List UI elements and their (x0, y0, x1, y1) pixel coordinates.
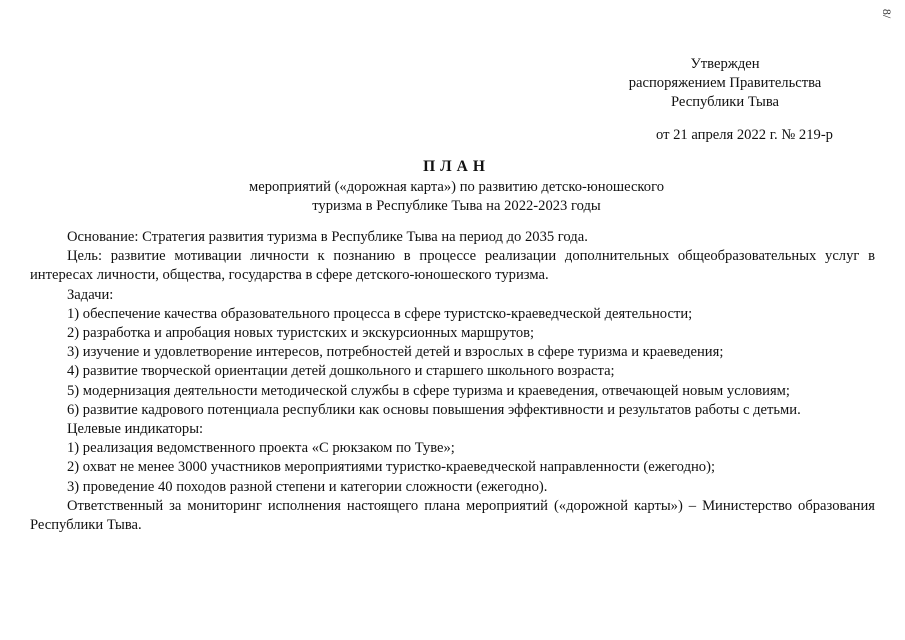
page-number-mark: 8/ (879, 8, 894, 19)
approval-line-1: Утвержден (690, 56, 760, 72)
task-item: 1) обеспечение качества образовательного процесса в сфере туристско-краеведческой деятельности; (67, 305, 693, 322)
responsible-paragraph: Ответственный за мониторинг исполнения настоящего плана мероприятий («дорожной карты») – Министерство образования Республики Тыва. (30, 497, 875, 534)
body-text (30, 228, 875, 535)
indicator-item: 3) проведение 40 походов разной степени и категории сложности (ежегодно). (67, 478, 548, 495)
task-item: 2) разработка и апробация новых туристских и экскурсионных маршрутов; (67, 325, 535, 342)
task-item: 5) модернизация деятельности методической службы в сфере туризма и краеведения, отвечающей новым условиям; (67, 382, 790, 399)
goal-paragraph: Цель: развитие мотивации личности к познанию в процессе реализации дополнительных общеобразовательных услуг в интересах личности, общества, государства в сфере детского-юношеского туризма. (30, 248, 875, 284)
indicator-item: 2) охват не менее 3000 участников мероприятиями туристко-краеведческой направленности (ежегодно); (67, 459, 716, 476)
tasks-heading: Задачи: (67, 286, 114, 303)
approval-line-2: распоряжением Правительства (628, 75, 822, 91)
plan-heading: ПЛАН (423, 158, 490, 175)
approval-line-3: Республики Тыва (670, 94, 780, 110)
task-item: 6) развитие кадрового потенциала республики как основы повышения эффективности и результатов работы с детьми. (67, 401, 801, 418)
subtitle-line-2: туризма в Республике Тыва на 2022-2023 годы (312, 198, 601, 214)
task-item: 4) развитие творческой ориентации детей дошкольного и старшего школьного возраста; (67, 363, 615, 380)
approval-block (600, 55, 850, 112)
indicators-heading: Целевые индикаторы: (67, 421, 204, 438)
indicator-item: 1) реализация ведомственного проекта «С рюкзаком по Туве»; (67, 440, 455, 457)
subtitle-line-1: мероприятий («дорожная карта») по развитию детско-юношеского (248, 179, 665, 195)
decree-date: от 21 апреля 2022 г. № 219-р (656, 127, 833, 143)
title-block (0, 157, 905, 216)
task-item: 3) изучение и удовлетворение интересов, потребностей детей и взрослых в сфере туризма и краеведения; (67, 344, 724, 361)
basis-paragraph: Основание: Стратегия развития туризма в Республике Тыва на период до 2035 года. (67, 229, 588, 245)
